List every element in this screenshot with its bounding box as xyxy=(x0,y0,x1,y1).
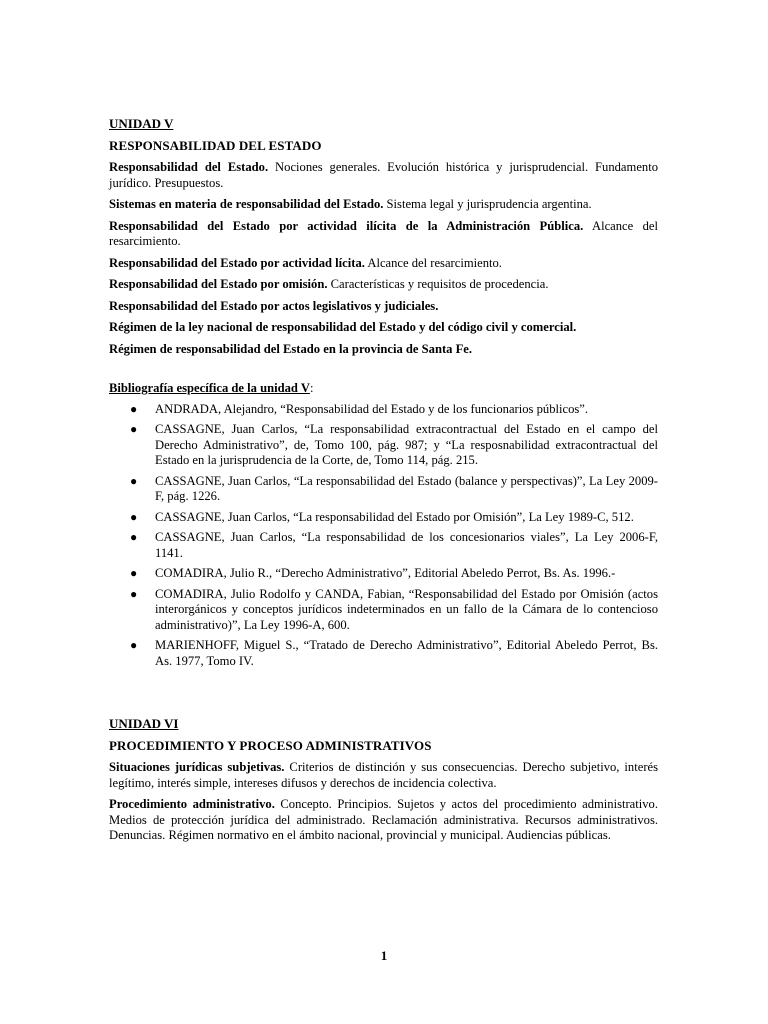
topic-bold: Responsabilidad del Estado por actividad ilícita de la Administración Pública. xyxy=(109,218,584,233)
topic-text: Criterios de distinción y sus consecuencias. Derecho subjetivo, interés legítimo, interés simple, intereses difusos y derechos de incidencia colectiva. xyxy=(109,760,659,790)
page-number: 1 xyxy=(380,948,388,963)
unit-6-topic xyxy=(109,760,658,791)
bibliography-item xyxy=(109,510,658,526)
topic-bold: Responsabilidad del Estado. xyxy=(109,160,269,174)
bullet-icon: ● xyxy=(130,401,138,416)
topic-bold: Situaciones jurídicas subjetivas. xyxy=(109,760,285,774)
topic-bold: Responsabilidad del Estado por omisión. xyxy=(109,277,328,291)
bibliography-item xyxy=(109,566,658,582)
topic-bold: Régimen de responsabilidad del Estado en la provincia de Santa Fe. xyxy=(109,341,473,356)
bullet-icon: ● xyxy=(130,422,138,436)
unit-5-heading: RESPONSABILIDAD DEL ESTADO xyxy=(109,137,322,153)
topic-bold: Régimen de la ley nacional de responsabilidad del Estado y del código civil y comercial. xyxy=(109,320,577,334)
bibliography-entry: ANDRADA, Alejandro, “Responsabilidad del Estado y de los funcionarios públicos”. xyxy=(155,401,589,416)
topic-bold: Procedimiento administrativo. xyxy=(109,797,275,811)
unit-5-title: UNIDAD V xyxy=(109,116,174,131)
unit-5-topic xyxy=(109,342,658,358)
bibliography-item xyxy=(109,530,658,561)
bibliography-title xyxy=(109,381,658,397)
topic-text: Sistema legal y jurisprudencia argentina. xyxy=(383,197,592,211)
topic-text: Nociones generales. Evolución histórica y jurisprudencial. Fundamento jurídico. Presupuestos. xyxy=(109,160,659,190)
unit-5-topic xyxy=(109,299,658,315)
topic-text: Alcance del resarcimiento. xyxy=(109,218,658,248)
bullet-icon: ● xyxy=(130,586,138,601)
unit-5-topic xyxy=(109,320,658,336)
bibliography-item xyxy=(109,638,658,669)
topic-text: Concepto. Principios. Sujetos y actos del procedimiento administrativo. Medios de protección jurídica del administrado. Reclamación administrativa. Recursos administrativos. Denuncias. Régimen normativo en el ámbito nacional, provincial y municipal. Audiencias públicas. xyxy=(109,797,658,842)
bibliography-item xyxy=(109,402,658,418)
bibliography-list xyxy=(109,402,658,670)
unit-5-topic xyxy=(109,197,658,213)
bibliography-item xyxy=(109,587,658,634)
topic-bold: Sistemas en materia de responsabilidad del Estado. xyxy=(109,197,384,211)
unit-5-topic xyxy=(109,256,658,272)
bullet-icon: ● xyxy=(130,566,138,580)
bibliography-title-text: Bibliografía específica de la unidad V xyxy=(109,381,310,395)
unit-6-topic xyxy=(109,797,658,844)
bibliography-entry: CASSAGNE, Juan Carlos, “La responsabilidad de los concesionarios viales”, La Ley 2006-F, 1141. xyxy=(155,530,658,560)
unit-5-topic xyxy=(109,219,658,250)
topic-bold: Responsabilidad del Estado por actos legislativos y judiciales. xyxy=(109,298,439,313)
bibliography-entry: CASSAGNE, Juan Carlos, “La responsabilidad del Estado (balance y perspectivas)”, La Ley 2009-F, pág. 1226. xyxy=(155,473,658,503)
topic-text: Características y requisitos de procedencia. xyxy=(327,277,549,291)
bibliography-entry: COMADIRA, Julio R., “Derecho Administrativo”, Editorial Abeledo Perrot, Bs. As. 1996.- xyxy=(155,566,616,580)
bullet-icon: ● xyxy=(130,509,138,524)
unit-5-topic xyxy=(109,277,658,293)
bullet-icon: ● xyxy=(130,473,138,488)
bibliography-title-colon: : xyxy=(309,381,314,395)
bibliography-entry: CASSAGNE, Juan Carlos, “La responsabilidad extracontractual del Estado en el campo del Derecho Administrativo”, de, Tomo 100, pág. 987; y “La resposnabilidad extracontractual del Estado en la jurisprudencia de la Corte, de, Tomo 114, pág. 215. xyxy=(155,422,658,467)
bullet-icon: ● xyxy=(130,638,138,652)
unit-6-title: UNIDAD VI xyxy=(109,716,179,731)
topic-text: Alcance del resarcimiento. xyxy=(364,255,502,270)
bullet-icon: ● xyxy=(130,530,138,544)
bibliography-entry: MARIENHOFF, Miguel S., “Tratado de Derecho Administrativo”, Editorial Abeledo Perrot, Bs. As. 1977, Tomo IV. xyxy=(155,638,658,668)
topic-bold: Responsabilidad del Estado por actividad lícita. xyxy=(109,255,365,270)
spacer xyxy=(109,674,658,716)
page-content xyxy=(109,116,658,850)
bibliography-entry: COMADIRA, Julio Rodolfo y CANDA, Fabian, “Responsabilidad del Estado por Omisión (actos interorgánicos y conceptos jurídicos indeterminados en un fallo de la Cámara de lo contencioso administrativo)”, La Ley 1996-A, 600. xyxy=(155,586,658,632)
bibliography-entry: CASSAGNE, Juan Carlos, “La responsabilidad del Estado por Omisión”, La Ley 1989-C, 512. xyxy=(155,509,634,524)
spacer xyxy=(109,363,658,381)
bibliography-item xyxy=(109,474,658,505)
unit-6-heading: PROCEDIMIENTO Y PROCESO ADMINISTRATIVOS xyxy=(109,737,432,753)
unit-5-topic xyxy=(109,160,658,191)
bibliography-item xyxy=(109,422,658,469)
